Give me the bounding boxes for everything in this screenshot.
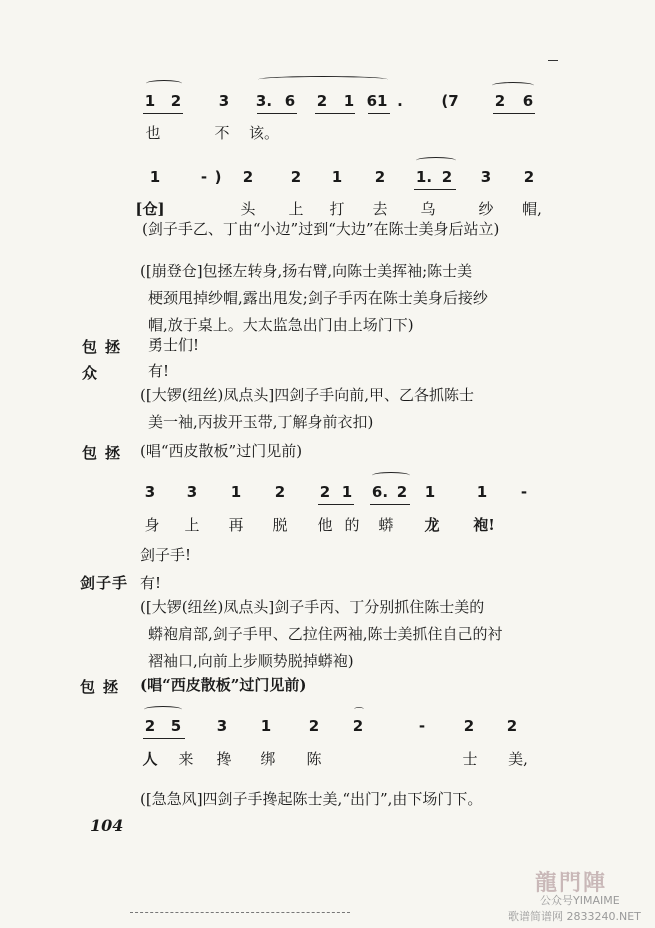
lyric: 乌: [420, 200, 436, 218]
lyric: 上: [288, 200, 304, 218]
note: 3: [186, 483, 198, 501]
lyric: 打: [329, 200, 345, 218]
note: 2: [316, 92, 328, 110]
staff-1-notes: [0, 92, 655, 112]
note: 2: [352, 717, 364, 735]
slur: [492, 82, 534, 89]
beam: [143, 738, 185, 739]
lyric: 身: [144, 516, 160, 534]
beam: [143, 113, 183, 114]
dialogue-text: 勇士们!: [148, 336, 200, 354]
note: 5: [170, 717, 182, 735]
staff-3-lyrics: [0, 514, 655, 534]
page-number: 104: [90, 816, 124, 835]
lyric: 脱: [272, 516, 288, 534]
beam: [370, 504, 410, 505]
beam: [493, 113, 535, 114]
note: 2: [494, 92, 506, 110]
stage-direction: [140, 594, 503, 675]
note: 1: [230, 483, 242, 501]
note: 3.: [255, 92, 273, 110]
note: 1: [343, 92, 355, 110]
note: 61: [366, 92, 388, 110]
note: 2: [274, 483, 286, 501]
lyric: 再: [228, 516, 244, 534]
note: 3: [144, 483, 156, 501]
dialogue-text: (唱“西皮散板”过门见前): [140, 676, 307, 694]
stage-direction: [140, 258, 488, 339]
note: 2: [396, 483, 408, 501]
dialogue-text: (唱“西皮散板”过门见前): [140, 442, 303, 460]
role-name: 包拯: [82, 444, 129, 462]
lyric: 的: [344, 516, 360, 534]
note: 2: [506, 717, 518, 735]
lyric: 蟒: [378, 516, 394, 534]
dialogue-text: 有!: [148, 362, 170, 380]
dialogue-text: 有!: [140, 574, 162, 592]
role-name: 包拯: [80, 678, 127, 696]
note: 1: [260, 717, 272, 735]
lyric: 绑: [260, 750, 276, 768]
lyric: 龙: [424, 516, 440, 534]
lyric: 美,: [508, 750, 528, 768]
beam: [414, 189, 456, 190]
note: 2: [441, 168, 453, 186]
dialogue-text: 剑子手!: [140, 546, 192, 564]
note: 1.: [415, 168, 433, 186]
stage-line: ([大锣(纽丝)凤点头]四剑子手向前,甲、乙各抓陈士: [140, 386, 475, 404]
stage-line: 褶袖口,向前上步顺势脱掉蟒袍): [148, 652, 354, 670]
note: 6.: [371, 483, 389, 501]
note: 2: [170, 92, 182, 110]
note: 1: [476, 483, 488, 501]
note: 2: [290, 168, 302, 186]
lyric: 人: [142, 750, 158, 768]
watermark-line: 公众号YIMAIME: [540, 894, 620, 907]
note: (7: [441, 92, 459, 110]
note: 1: [149, 168, 161, 186]
role-name: 众: [82, 364, 106, 382]
role-name: 包拯: [82, 338, 129, 356]
slur: [146, 80, 182, 87]
staff-2-lyrics: [0, 198, 655, 218]
stage-direction: [140, 382, 474, 436]
note: 2: [319, 483, 331, 501]
staff-2-notes: [0, 168, 655, 188]
stage-line: 蟒袍肩部,剑子手甲、乙拉住两袖,陈士美抓住自己的衬: [148, 625, 503, 643]
note: 3: [480, 168, 492, 186]
note: 2: [144, 717, 156, 735]
note: .: [397, 92, 403, 110]
slur: [258, 76, 388, 83]
note: 3: [218, 92, 230, 110]
note: 3: [216, 717, 228, 735]
lyric: 头: [240, 200, 256, 218]
watermark-line: 歌谱简谱网 2833240.NET: [508, 910, 641, 923]
lyric: 去: [372, 200, 388, 218]
scan-artifact: [130, 912, 350, 913]
note: 1: [144, 92, 156, 110]
note: 2: [242, 168, 254, 186]
lyric: 该。: [248, 124, 280, 142]
note: ): [214, 168, 222, 186]
stage-line: ([大锣(纽丝)凤点头]剑子手丙、丁分别抓住陈士美的: [140, 598, 485, 616]
note: 6: [284, 92, 296, 110]
lyric: [仓]: [135, 200, 165, 218]
slur: [416, 157, 456, 164]
beam: [318, 504, 354, 505]
lyric: 搀: [216, 750, 232, 768]
note: 1: [331, 168, 343, 186]
staff-1-lyrics: [0, 122, 655, 142]
lyric: 也: [145, 124, 161, 142]
stage-line: 帽,放于桌上。大太监急出门由上场门下): [148, 316, 414, 334]
site-logo: 龍門陣: [535, 870, 608, 896]
note: 1: [341, 483, 353, 501]
staff-4-notes: [0, 717, 655, 737]
lyric: 帽,: [522, 200, 542, 218]
beam: [315, 113, 355, 114]
lyric: 士: [462, 750, 478, 768]
beam: [368, 113, 390, 114]
note: -: [520, 483, 528, 501]
lyric: 不: [214, 124, 230, 142]
note: 6: [522, 92, 534, 110]
margin-mark: [548, 60, 558, 61]
stage-direction: ([急急风]四剑子手搀起陈士美,“出门”,由下场门下。: [140, 790, 483, 808]
slur: [372, 472, 410, 479]
note: 2: [308, 717, 320, 735]
lyric: 来: [178, 750, 194, 768]
note: -: [418, 717, 426, 735]
lyric: 他: [317, 516, 333, 534]
lyric: 纱: [478, 200, 494, 218]
lyric: 陈: [306, 750, 322, 768]
stage-line: 美一袖,丙拔开玉带,丁解身前衣扣): [148, 413, 374, 431]
staff-3-notes: [0, 483, 655, 503]
stage-line: ([崩登仓]包拯左转身,扬右臂,向陈士美挥袖;陈士美: [140, 262, 473, 280]
beam: [257, 113, 297, 114]
note: 2: [374, 168, 386, 186]
note: 1: [424, 483, 436, 501]
note: 2: [523, 168, 535, 186]
stage-direction: (剑子手乙、丁由“小边”过到“大边”在陈士美身后站立): [142, 220, 500, 238]
stage-line: 梗颈甩掉纱帽,露出甩发;剑子手丙在陈士美身后接纱: [148, 289, 488, 307]
note: 2: [463, 717, 475, 735]
role-name: 剑子手: [80, 574, 129, 592]
note: -: [200, 168, 208, 186]
lyric: 上: [184, 516, 200, 534]
fermata-mark: ⌒: [354, 708, 364, 719]
lyric: 袍!: [473, 516, 495, 534]
staff-4-lyrics: [0, 748, 655, 768]
slur: [144, 706, 182, 713]
